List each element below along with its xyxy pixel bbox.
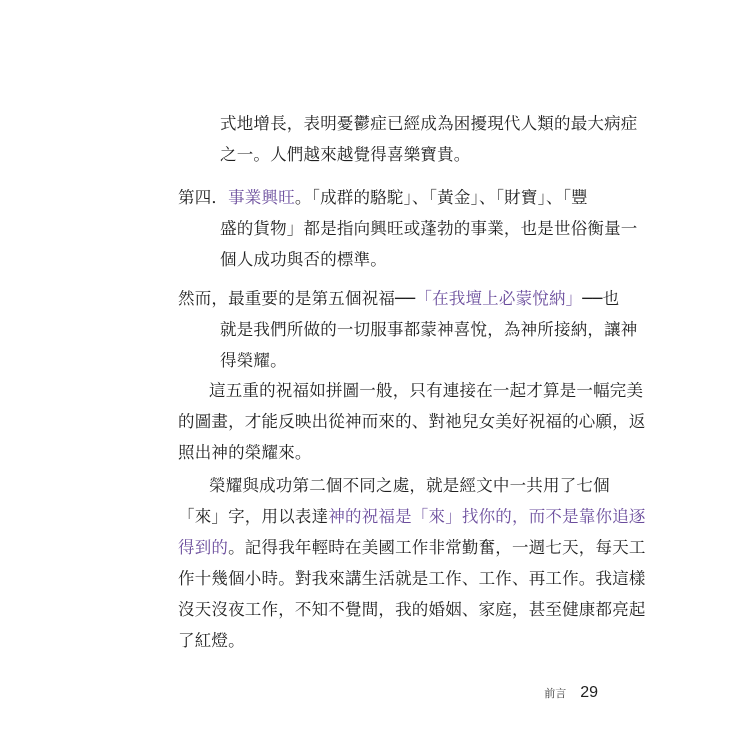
paragraph-fifth-blessing: [178, 283, 638, 376]
text-line: [178, 182, 638, 213]
text-span: ──也: [582, 289, 620, 308]
text-line: [178, 532, 646, 563]
text-line: 了紅燈。: [178, 631, 245, 650]
highlighted-phrase: 「在我壇上必蒙悅納」: [415, 289, 583, 308]
text-line: 個人成功與否的標準。: [220, 250, 387, 269]
section-label: 前言: [544, 687, 567, 700]
page-footer: [544, 684, 598, 702]
text-line: [178, 501, 646, 532]
paragraph-depression: [220, 108, 638, 170]
text-span: 。「成群的駱駝」、「黃金」、「財寶」、「豐: [294, 188, 588, 207]
text-line: 得榮耀。: [220, 351, 287, 370]
text-span: 。記得我年輕時在美國工作非常勤奮，一週七天，每天工: [228, 538, 646, 557]
page-number: 29: [580, 684, 598, 701]
highlighted-phrase: 事業興旺: [228, 188, 295, 207]
text-line: 這五重的祝福如拼圖一般，只有連接在一起才算是一幅完美: [209, 381, 644, 400]
text-line: 沒天沒夜工作，不知不覺間，我的婚姻、家庭，甚至健康都亮起: [178, 600, 646, 619]
text-line: 就是我們所做的一切服事都蒙神喜悅，為神所接納，讓神: [220, 320, 638, 339]
list-marker: 第四．: [178, 188, 229, 207]
highlighted-phrase: 得到的: [178, 538, 229, 557]
text-span: 「來」字，用以表達: [178, 507, 329, 526]
text-span: 然而，最重要的是第五個祝福──: [178, 289, 416, 308]
paragraph-glory-success: [178, 470, 646, 656]
paragraph-puzzle: [178, 375, 646, 468]
text-line: 式地增長，表明憂鬱症已經成為困擾現代人類的最大病症: [220, 114, 638, 133]
text-line: 榮耀與成功第二個不同之處，就是經文中一共用了七個: [209, 476, 610, 495]
text-line: [178, 283, 638, 314]
text-line: 照出神的榮耀來。: [178, 443, 312, 462]
text-line: 作十幾個小時。對我來講生活就是工作、工作、再工作。我這樣: [178, 569, 646, 588]
highlighted-phrase: 神的祝福是「來」找你的，而不是靠你追逐: [328, 507, 646, 526]
text-line: 盛的貨物」都是指向興旺或蓬勃的事業，也是世俗衡量一: [220, 219, 638, 238]
text-line: 之一。人們越來越覺得喜樂寶貴。: [220, 145, 471, 164]
paragraph-fourth-blessing: [178, 182, 638, 275]
text-line: 的圖畫，才能反映出從神而來的、對祂兒女美好祝福的心願，返: [178, 412, 646, 431]
